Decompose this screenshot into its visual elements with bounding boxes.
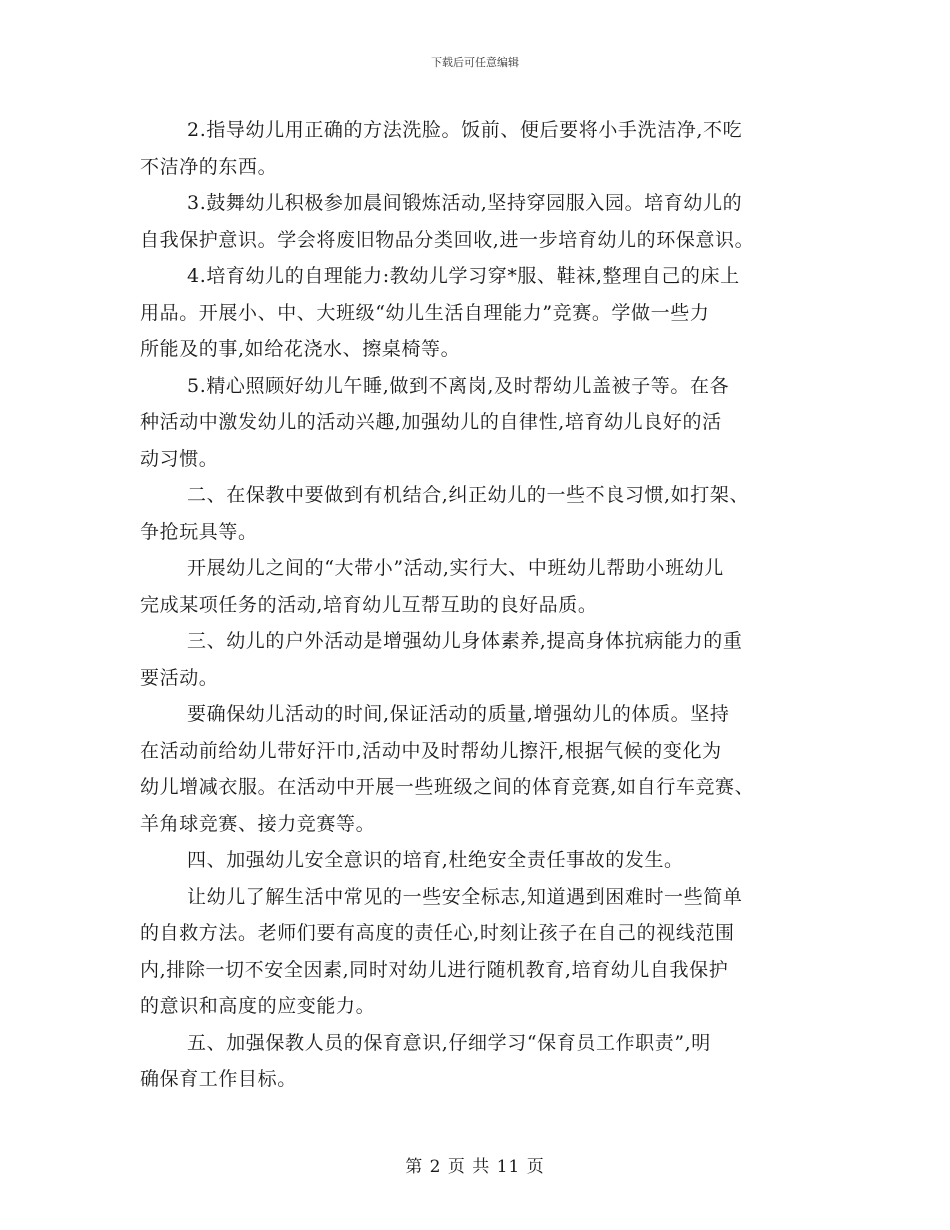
document-body — [140, 112, 820, 1098]
text-line: 内,排除一切不安全因素,同时对幼儿进行随机教育,培育幼儿自我保护 — [140, 958, 729, 981]
text-line: 自我保护意识。学会将废旧物品分类回收,进一步培育幼儿的环保意识。 — [140, 228, 755, 251]
text-line: 的意识和高度的应变能力。 — [140, 995, 376, 1017]
text-line: 五、加强保教人员的保育意识,仔细学习“保育员工作职责”,明 — [187, 1031, 711, 1054]
paragraph — [140, 258, 820, 368]
text-line: 不洁净的东西。 — [140, 155, 278, 178]
paragraph — [140, 879, 820, 1025]
text-line: 确保育工作目标。 — [140, 1068, 297, 1090]
text-line: 在活动前给幼儿带好汗巾,活动中及时帮幼儿擦汗,根据气候的变化为 — [140, 739, 722, 762]
text-line: 4.培育幼儿的自理能力:教幼儿学习穿*服、鞋袜,整理自己的床上 — [187, 265, 740, 287]
text-line: 完成某项任务的活动,培育幼儿互帮互助的良好品质。 — [140, 593, 598, 616]
text-line: 四、加强幼儿安全意识的培育,杜绝安全责任事故的发生。 — [187, 849, 684, 871]
text-line: 要活动。 — [140, 666, 219, 689]
text-line: 羊角球竞赛、接力竞赛等。 — [140, 812, 376, 835]
text-line: 5.精心照顾好幼儿午睡,做到不离岗,及时帮幼儿盖被子等。在各 — [187, 374, 730, 397]
paragraph — [140, 477, 820, 550]
text-line: 争抢玩具等。 — [140, 520, 258, 543]
text-line: 开展幼儿之间的“大带小”活动,实行大、中班幼儿帮助小班幼儿 — [187, 557, 724, 579]
text-line: 幼儿增减衣服。在活动中开展一些班级之间的体育竞赛,如自行车竞赛、 — [140, 776, 755, 798]
text-line: 要确保幼儿活动的时间,保证活动的质量,增强幼儿的体质。坚持 — [187, 703, 730, 725]
text-line: 二、在保教中要做到有机结合,纠正幼儿的一些不良习惯,如打架、 — [187, 484, 750, 506]
paragraph — [140, 696, 820, 842]
text-line: 所能及的事,如给花浇水、擦桌椅等。 — [140, 338, 461, 360]
page-footer: 第 2 页 共 11 页 — [405, 1157, 545, 1177]
text-line: 让幼儿了解生活中常见的一些安全标志,知道遇到困难时一些简单 — [187, 885, 743, 908]
text-line: 用品。开展小、中、大班级“幼儿生活自理能力”竞赛。学做一些力 — [140, 301, 710, 324]
paragraph — [140, 185, 820, 258]
page-header: 下载后可任意编辑 — [431, 56, 519, 69]
paragraph — [140, 623, 820, 696]
text-line: 的自救方法。老师们要有高度的责任心,时刻让孩子在自己的视线范围 — [140, 922, 735, 944]
paragraph — [140, 842, 820, 879]
text-line: 2.指导幼儿用正确的方法洗脸。饭前、便后要将小手洗洁净,不吃 — [187, 119, 743, 141]
text-line: 动习惯。 — [140, 447, 219, 470]
paragraph — [140, 550, 820, 623]
text-line: 3.鼓舞幼儿积极参加晨间锻炼活动,坚持穿园服入园。培育幼儿的 — [187, 192, 743, 214]
paragraph — [140, 1025, 820, 1098]
text-line: 种活动中激发幼儿的活动兴趣,加强幼儿的自律性,培育幼儿良好的活 — [140, 411, 722, 433]
paragraph — [140, 112, 820, 185]
text-line: 三、幼儿的户外活动是增强幼儿身体素养,提高身体抗病能力的重 — [187, 630, 743, 652]
paragraph — [140, 368, 820, 478]
